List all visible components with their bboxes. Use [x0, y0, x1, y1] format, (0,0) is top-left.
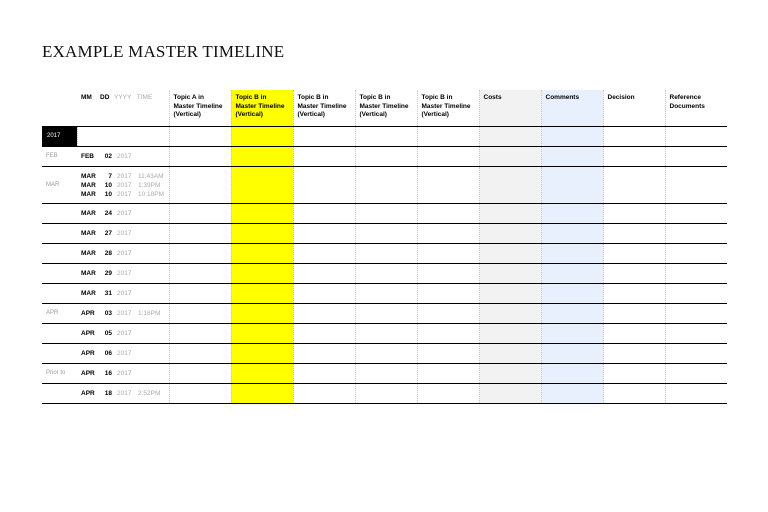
date-year: 2017 — [117, 330, 132, 337]
table-cell[interactable] — [355, 244, 417, 264]
table-cell[interactable] — [231, 364, 293, 384]
table-cell[interactable] — [293, 204, 355, 224]
date-month: APR — [81, 370, 95, 377]
table-row — [42, 147, 727, 167]
header-dd: DD — [100, 94, 110, 101]
table-cell[interactable] — [355, 264, 417, 284]
table-cell[interactable] — [603, 324, 665, 344]
date-entry — [81, 152, 165, 161]
table-row — [42, 364, 727, 384]
table-cell[interactable] — [293, 264, 355, 284]
header-group-cell — [42, 90, 77, 127]
table-cell[interactable] — [479, 147, 541, 167]
date-year: 2017 — [117, 350, 132, 357]
table-cell[interactable] — [665, 364, 727, 384]
month-group-label: FEB — [42, 147, 77, 167]
table-cell[interactable] — [479, 127, 541, 147]
date-cell — [77, 324, 169, 344]
table-cell[interactable] — [541, 147, 603, 167]
date-entry — [81, 269, 165, 278]
table-cell[interactable] — [293, 127, 355, 147]
date-year: 2017 — [117, 190, 132, 198]
table-cell[interactable] — [231, 324, 293, 344]
header-topic-b-3: Topic B in Master Timeline (Vertical) — [355, 90, 417, 127]
date-month: APR — [81, 390, 95, 397]
table-cell[interactable] — [293, 304, 355, 324]
table-cell[interactable] — [479, 224, 541, 244]
date-day: 02 — [104, 153, 112, 160]
date-entry — [81, 369, 165, 378]
table-cell[interactable] — [293, 224, 355, 244]
table-cell[interactable] — [479, 324, 541, 344]
month-group-label: APR — [42, 304, 77, 324]
table-cell[interactable] — [603, 344, 665, 364]
table-cell[interactable] — [231, 344, 293, 364]
date-day: 03 — [104, 310, 112, 317]
table-cell[interactable] — [355, 127, 417, 147]
table-row — [42, 224, 727, 244]
table-cell[interactable] — [355, 364, 417, 384]
month-group-label — [42, 204, 77, 224]
table-cell[interactable] — [417, 284, 479, 304]
table-cell[interactable] — [479, 364, 541, 384]
table-cell[interactable] — [541, 204, 603, 224]
header-topic-b-highlighted: Topic B in Master Timeline (Vertical) — [231, 90, 293, 127]
date-day: 29 — [104, 270, 112, 277]
date-month: APR — [81, 310, 95, 317]
table-cell[interactable] — [293, 364, 355, 384]
date-day: 10 — [104, 181, 112, 189]
header-reference-documents: Reference Documents — [665, 90, 727, 127]
table-cell[interactable] — [417, 364, 479, 384]
table-cell[interactable] — [541, 344, 603, 364]
table-row — [42, 324, 727, 344]
date-cell — [77, 304, 169, 324]
date-year: 2017 — [117, 370, 132, 377]
table-cell[interactable] — [355, 224, 417, 244]
date-year: 2017 — [117, 210, 132, 217]
date-entry — [81, 309, 165, 318]
table-cell[interactable] — [665, 384, 727, 404]
table-cell[interactable] — [603, 284, 665, 304]
table-cell[interactable] — [231, 264, 293, 284]
table-cell[interactable] — [479, 344, 541, 364]
table-cell[interactable] — [77, 127, 169, 147]
table-cell[interactable] — [293, 244, 355, 264]
table-cell[interactable] — [417, 224, 479, 244]
table-cell[interactable] — [479, 244, 541, 264]
table-cell[interactable] — [603, 167, 665, 204]
table-cell[interactable] — [603, 304, 665, 324]
table-cell[interactable] — [231, 284, 293, 304]
header-decision: Decision — [603, 90, 665, 127]
table-row — [42, 244, 727, 264]
table-cell[interactable] — [169, 324, 231, 344]
date-cell — [77, 204, 169, 224]
date-day: 24 — [104, 210, 112, 217]
table-cell[interactable] — [479, 264, 541, 284]
table-cell[interactable] — [665, 167, 727, 204]
table-cell[interactable] — [665, 304, 727, 324]
date-cell — [77, 384, 169, 404]
table-cell[interactable] — [603, 147, 665, 167]
table-cell[interactable] — [231, 147, 293, 167]
table-row — [42, 284, 727, 304]
date-time: 11:43AM — [138, 172, 164, 180]
table-cell[interactable] — [169, 384, 231, 404]
date-cell — [77, 364, 169, 384]
table-cell[interactable] — [169, 284, 231, 304]
date-year: 2017 — [117, 390, 132, 397]
date-year: 2017 — [117, 153, 132, 160]
page-title: EXAMPLE MASTER TIMELINE — [42, 42, 285, 61]
table-cell[interactable] — [603, 224, 665, 244]
header-topic-b-2: Topic B in Master Timeline (Vertical) — [293, 90, 355, 127]
month-group-label: MAR — [42, 167, 77, 204]
date-cell — [77, 264, 169, 284]
date-month: MAR — [81, 172, 96, 180]
date-year: 2017 — [117, 310, 132, 317]
date-year: 2017 — [117, 250, 132, 257]
date-day: 31 — [104, 290, 112, 297]
table-cell[interactable] — [231, 244, 293, 264]
table-row — [42, 167, 727, 204]
date-entry — [81, 190, 165, 199]
date-year: 2017 — [117, 181, 132, 189]
table-cell[interactable] — [231, 304, 293, 324]
table-cell[interactable] — [417, 167, 479, 204]
date-month: MAR — [81, 230, 96, 237]
table-cell[interactable] — [231, 224, 293, 244]
date-entry — [81, 229, 165, 238]
date-entry — [81, 181, 165, 190]
table-cell[interactable] — [169, 127, 231, 147]
table-row — [42, 204, 727, 224]
month-group-label: Prior to — [42, 364, 77, 384]
table-cell[interactable] — [169, 304, 231, 324]
date-entry — [81, 249, 165, 258]
date-day: 06 — [104, 350, 112, 357]
table-cell[interactable] — [231, 167, 293, 204]
table-cell[interactable] — [169, 204, 231, 224]
month-group-label — [42, 264, 77, 284]
table-cell[interactable] — [541, 304, 603, 324]
date-month: APR — [81, 350, 95, 357]
table-cell[interactable] — [417, 127, 479, 147]
date-day: 16 — [104, 370, 112, 377]
table-cell[interactable] — [665, 324, 727, 344]
date-month: MAR — [81, 290, 96, 297]
date-entry — [81, 329, 165, 338]
table-cell[interactable] — [169, 167, 231, 204]
table-cell[interactable] — [541, 264, 603, 284]
table-cell[interactable] — [293, 344, 355, 364]
date-day: 27 — [104, 230, 112, 237]
table-cell[interactable] — [665, 284, 727, 304]
date-day: 05 — [104, 330, 112, 337]
date-day: 28 — [104, 250, 112, 257]
date-entry — [81, 172, 165, 181]
table-cell[interactable] — [665, 224, 727, 244]
table-cell[interactable] — [479, 384, 541, 404]
date-entry — [81, 389, 165, 398]
date-month: MAR — [81, 210, 96, 217]
date-entry — [81, 289, 165, 298]
month-group-label — [42, 244, 77, 264]
date-month: MAR — [81, 190, 96, 198]
date-time: 10:18PM — [138, 190, 165, 198]
date-time: 1:39PM — [138, 181, 161, 189]
date-time: 1:16PM — [138, 310, 161, 317]
table-cell[interactable] — [417, 304, 479, 324]
table-cell[interactable] — [603, 127, 665, 147]
date-month: MAR — [81, 250, 96, 257]
header-time: TIME — [136, 94, 153, 101]
table-row — [42, 264, 727, 284]
table-cell[interactable] — [355, 204, 417, 224]
table-cell[interactable] — [417, 264, 479, 284]
table-cell[interactable] — [665, 264, 727, 284]
header-row — [42, 90, 727, 127]
table-cell[interactable] — [479, 304, 541, 324]
table-cell[interactable] — [479, 167, 541, 204]
table-cell[interactable] — [603, 364, 665, 384]
table-cell[interactable] — [417, 147, 479, 167]
date-year: 2017 — [117, 290, 132, 297]
year-label: 2017 — [42, 127, 77, 147]
date-month: MAR — [81, 270, 96, 277]
header-yyyy: YYYY — [114, 94, 132, 101]
date-entry — [81, 349, 165, 358]
table-cell[interactable] — [169, 264, 231, 284]
table-cell[interactable] — [231, 127, 293, 147]
date-cell — [77, 167, 169, 204]
table-cell[interactable] — [541, 384, 603, 404]
table-cell[interactable] — [355, 147, 417, 167]
date-cell — [77, 284, 169, 304]
table-cell[interactable] — [355, 344, 417, 364]
table-cell[interactable] — [293, 284, 355, 304]
header-mm: MM — [81, 94, 92, 101]
table-cell[interactable] — [541, 244, 603, 264]
table-cell[interactable] — [603, 264, 665, 284]
table-cell[interactable] — [541, 324, 603, 344]
table-cell[interactable] — [293, 324, 355, 344]
table-cell[interactable] — [293, 167, 355, 204]
header-comments: Comments — [541, 90, 603, 127]
table-cell[interactable] — [665, 127, 727, 147]
date-cell — [77, 224, 169, 244]
table-cell[interactable] — [355, 384, 417, 404]
table-cell[interactable] — [169, 147, 231, 167]
table-cell[interactable] — [169, 364, 231, 384]
date-year: 2017 — [117, 230, 132, 237]
month-group-label — [42, 224, 77, 244]
table-cell[interactable] — [293, 147, 355, 167]
table-cell[interactable] — [665, 344, 727, 364]
table-cell[interactable] — [603, 204, 665, 224]
header-topic-a: Topic A in Master Timeline (Vertical) — [169, 90, 231, 127]
table-cell[interactable] — [417, 244, 479, 264]
month-group-label — [42, 284, 77, 304]
table-cell[interactable] — [541, 364, 603, 384]
date-cell — [77, 244, 169, 264]
table-cell[interactable] — [169, 344, 231, 364]
date-cell — [77, 147, 169, 167]
table-cell[interactable] — [417, 344, 479, 364]
table-cell[interactable] — [293, 384, 355, 404]
header-date-cell — [77, 90, 169, 127]
table-cell[interactable] — [355, 304, 417, 324]
date-entry — [81, 209, 165, 218]
year-row — [42, 127, 727, 147]
date-day: 10 — [104, 190, 112, 198]
table-cell[interactable] — [231, 384, 293, 404]
header-costs: Costs — [479, 90, 541, 127]
table-row — [42, 304, 727, 324]
table-cell[interactable] — [417, 204, 479, 224]
date-month: APR — [81, 330, 95, 337]
month-group-label — [42, 384, 77, 404]
table-cell[interactable] — [541, 284, 603, 304]
month-group-label — [42, 344, 77, 364]
table-cell[interactable] — [665, 244, 727, 264]
table-cell[interactable] — [479, 284, 541, 304]
table-cell[interactable] — [355, 167, 417, 204]
date-time: 2:52PM — [138, 390, 161, 397]
date-month: FEB — [81, 153, 94, 160]
month-group-label — [42, 324, 77, 344]
table-cell[interactable] — [231, 204, 293, 224]
date-day: 18 — [104, 390, 112, 397]
table-cell[interactable] — [169, 224, 231, 244]
table-cell[interactable] — [665, 147, 727, 167]
table-cell[interactable] — [541, 224, 603, 244]
table-cell[interactable] — [355, 284, 417, 304]
table-row — [42, 384, 727, 404]
header-topic-b-4: Topic B in Master Timeline (Vertical) — [417, 90, 479, 127]
table-cell[interactable] — [417, 384, 479, 404]
date-day: 7 — [108, 172, 112, 180]
timeline-table — [42, 90, 727, 404]
table-cell[interactable] — [417, 324, 479, 344]
table-cell[interactable] — [541, 127, 603, 147]
table-cell[interactable] — [541, 167, 603, 204]
date-year: 2017 — [117, 172, 132, 180]
table-cell[interactable] — [169, 244, 231, 264]
date-cell — [77, 344, 169, 364]
table-cell[interactable] — [479, 204, 541, 224]
table-cell[interactable] — [603, 244, 665, 264]
date-month: MAR — [81, 181, 96, 189]
table-row — [42, 344, 727, 364]
table-cell[interactable] — [355, 324, 417, 344]
table-cell[interactable] — [603, 384, 665, 404]
date-year: 2017 — [117, 270, 132, 277]
table-cell[interactable] — [665, 204, 727, 224]
